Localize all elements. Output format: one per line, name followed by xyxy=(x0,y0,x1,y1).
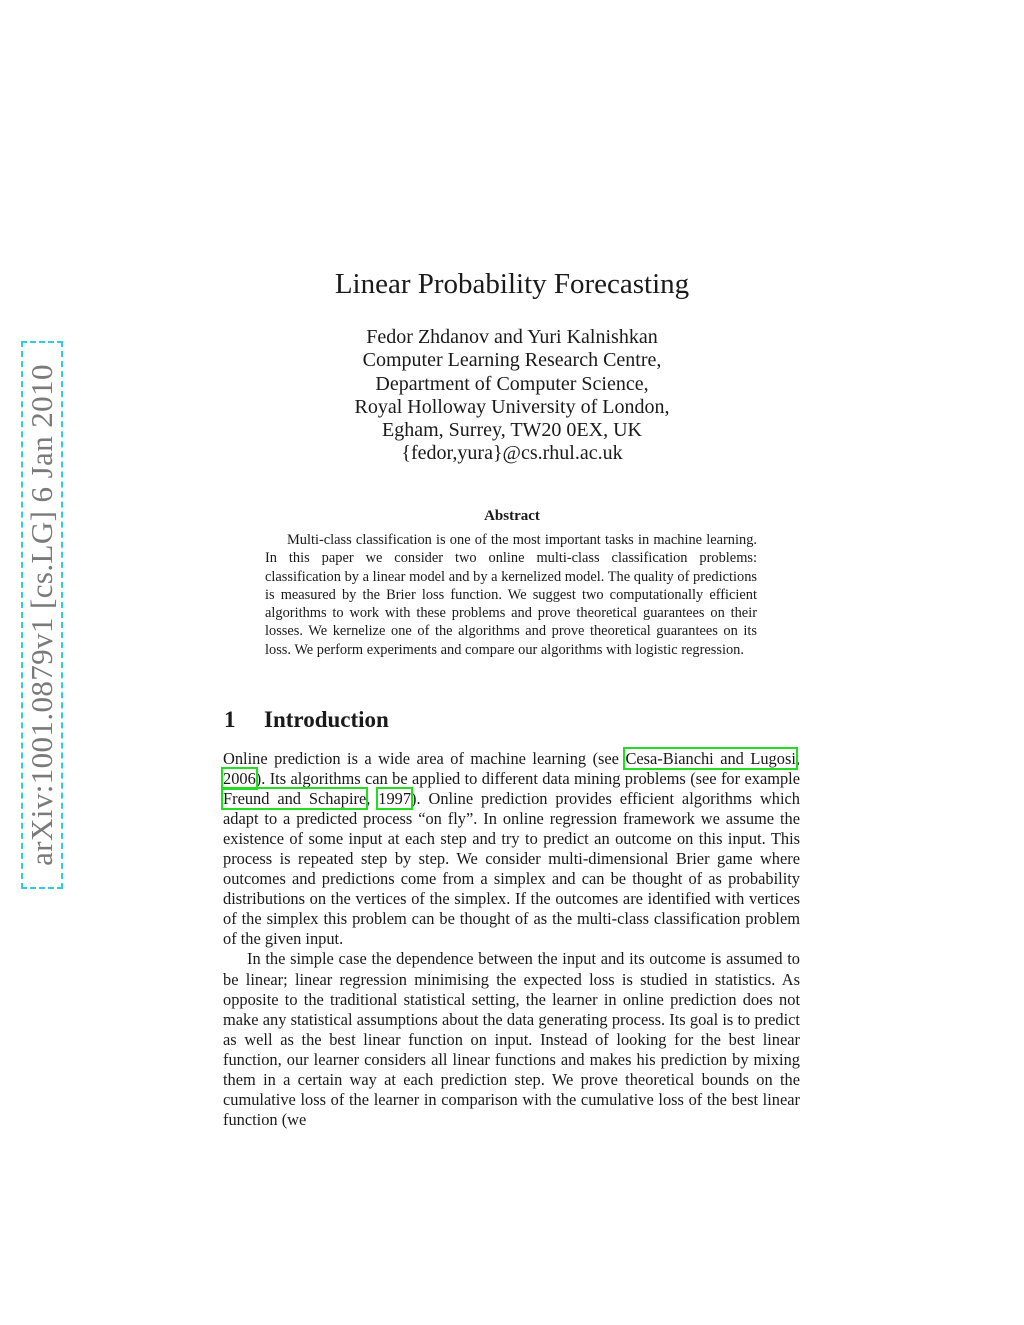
text-run: , xyxy=(795,749,800,768)
citation-link-2006[interactable]: 2006 xyxy=(223,769,256,789)
affiliation-university: Royal Holloway University of London, xyxy=(354,395,670,418)
text-run: ). Online prediction provides efficient algorithms which adapt to a predicted process “on fly”. In online regression framework we assume the existence of some input at each step and try to predict an outcome on this input. This process is repeated step by step. We consider multi-dimensional Brier game where outcomes and predictions come from a simplex and can be thought of as probability distributions on the vertices of the simplex. If the outcomes are identified with vertices of the simplex this problem can be thought of as the multi-class classification problem of the given input. xyxy=(223,789,800,949)
introduction-body xyxy=(223,749,800,1130)
author-emails: {fedor,yura}@cs.rhul.ac.uk xyxy=(401,442,623,465)
affiliation-address: Egham, Surrey, TW20 0EX, UK xyxy=(382,419,642,442)
arxiv-identifier[interactable]: arXiv:1001.0879v1 [cs.LG] 6 Jan 2010 xyxy=(24,364,59,866)
section-title: Introduction xyxy=(264,707,389,732)
citation-link-1997[interactable]: 1997 xyxy=(378,789,412,809)
affiliation-department: Department of Computer Science, xyxy=(375,372,649,395)
affiliation-centre: Computer Learning Research Centre, xyxy=(362,349,662,372)
text-run: Online prediction is a wide area of machine learning (see xyxy=(223,749,626,768)
author-names: Fedor Zhdanov and Yuri Kalnishkan xyxy=(366,326,658,348)
citation-link-freund-schapire[interactable]: Freund and Schapire xyxy=(223,789,367,809)
intro-paragraph-2: In the simple case the dependence between the input and its outcome is assumed to be linear; linear regression minimising the expected loss is studied in statistics. As opposite to the traditional statistical setting, the learner in online prediction does not make any statistical assumptions about the data generating process. Its goal is to predict as well as the best linear function on input. Instead of looking for the best linear function, our learner considers all linear functions and makes his prediction by mixing them in a certain way at each prediction step. We prove theoretical bounds on the cumulative loss of the learner in comparison with the cumulative loss of the best linear function (we xyxy=(223,949,800,1129)
citation-link-cesa-bianchi[interactable]: Cesa-Bianchi and Lugosi xyxy=(625,749,796,768)
text-run: ). Its algorithms can be applied to different data mining problems (see for example xyxy=(255,769,800,789)
author-block xyxy=(0,326,1024,466)
abstract-text: Multi-class classification is one of the most important tasks in machine learning. In this paper we consider two online multi-class classification problems: classification by a linear model and by a kernelized model. The quality of predictions is measured by the Brier loss function. We suggest two computationally efficient algorithms to work with these problems and prove theoretical guarantees on their losses. We kernelize one of the algorithms and prove theoretical guarantees on its loss. We perform experiments and compare our algorithms with logistic regression. xyxy=(265,532,757,658)
text-run: , xyxy=(366,789,379,809)
section-heading xyxy=(224,707,389,733)
section-number: 1 xyxy=(224,707,236,732)
intro-paragraph-1 xyxy=(223,749,800,949)
abstract-heading: Abstract xyxy=(484,508,540,524)
paper-title: Linear Probability Forecasting xyxy=(334,268,690,300)
